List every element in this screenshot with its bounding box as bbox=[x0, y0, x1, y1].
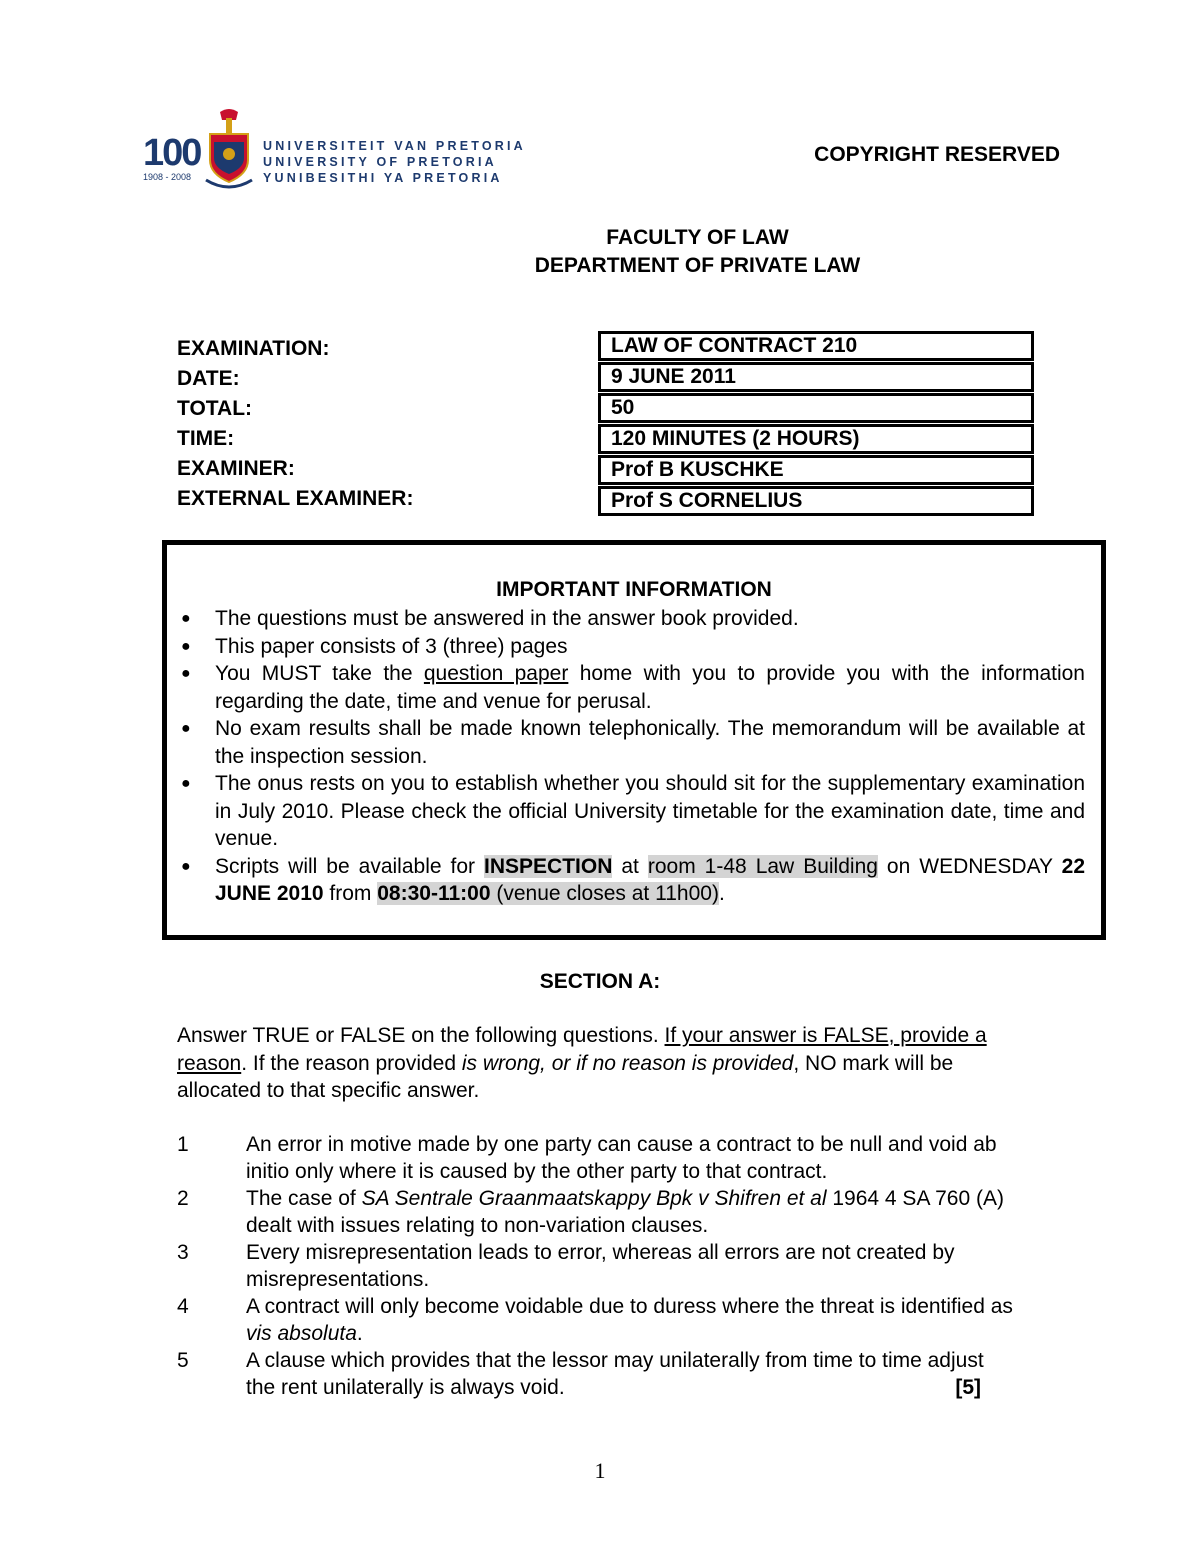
question-number: 2 bbox=[177, 1187, 189, 1210]
info-item: ● This paper consists of 3 (three) pages bbox=[167, 633, 1097, 661]
info-item: ● The onus rests on you to establish whether you should sit for the supplementary examination in July 2010. Please check the official University timetable for the examination date, time and venue. bbox=[181, 772, 1085, 850]
question-text: A contract will only become voidable due to duress where the threat is identified as vis absoluta. bbox=[246, 1295, 1013, 1345]
bullet-icon: ● bbox=[181, 775, 191, 792]
important-information-list bbox=[167, 605, 1097, 908]
section-a-heading: SECTION A: bbox=[539, 970, 661, 993]
questions-list bbox=[177, 1131, 1017, 1401]
exam-details-labels bbox=[177, 334, 413, 514]
latin-term: vis absoluta bbox=[246, 1322, 357, 1345]
question-text: The case of SA Sentrale Graanmaatskappy Bpk v Shifren et al 1964 4 SA 760 (A) dealt with issues relating to non-variation clauses. bbox=[246, 1187, 1004, 1237]
value-time: 120 MINUTES (2 HOURS) bbox=[598, 424, 1034, 454]
section-marks: [5] bbox=[955, 1376, 981, 1399]
faculty-heading bbox=[0, 224, 1200, 280]
label-total: TOTAL: bbox=[177, 397, 253, 420]
question-number: 5 bbox=[177, 1349, 189, 1372]
label-time: TIME: bbox=[177, 427, 235, 450]
university-crest-icon bbox=[202, 108, 256, 192]
copyright-notice: COPYRIGHT RESERVED bbox=[814, 143, 1060, 166]
question-item bbox=[177, 1185, 1017, 1239]
university-name-afrikaans: UNIVERSITEIT VAN PRETORIA bbox=[263, 139, 526, 153]
case-name: SA Sentrale Graanmaatskappy Bpk v Shifren et al bbox=[361, 1187, 827, 1210]
department-name: DEPARTMENT OF PRIVATE LAW bbox=[534, 254, 861, 277]
university-names bbox=[263, 138, 526, 186]
question-text: An error in motive made by one party can cause a contract to be null and void ab initio only where it is caused by the other party to that contract. bbox=[246, 1133, 997, 1183]
value-examiner: Prof B KUSCHKE bbox=[598, 455, 1034, 485]
bullet-icon: ● bbox=[181, 610, 191, 627]
label-examination: EXAMINATION: bbox=[177, 337, 330, 360]
label-date: DATE: bbox=[177, 367, 240, 390]
bullet-icon: ● bbox=[181, 637, 191, 655]
value-external-examiner: Prof S CORNELIUS bbox=[598, 486, 1034, 516]
inspection-highlight: INSPECTION bbox=[484, 854, 613, 878]
important-information-title: IMPORTANT INFORMATION bbox=[496, 578, 772, 601]
underlined-instruction: If your answer is FALSE, provide a reason bbox=[177, 1024, 987, 1075]
value-examination: LAW OF CONTRACT 210 bbox=[598, 331, 1034, 361]
question-number: 4 bbox=[177, 1295, 189, 1318]
info-item: ● The questions must be answered in the answer book provided. bbox=[167, 605, 1097, 633]
important-information-box bbox=[162, 540, 1106, 940]
inspection-time-highlight: 08:30-11:00 bbox=[377, 882, 491, 905]
info-item: ● You MUST take the question paper home with you to provide you with the information regarding the date, time and venue for perusal. bbox=[181, 662, 1085, 713]
value-total: 50 bbox=[598, 393, 1034, 423]
centenary-logo bbox=[143, 132, 201, 182]
exam-details-values bbox=[598, 331, 1034, 517]
centenary-number: 100 bbox=[143, 132, 201, 174]
value-date: 9 JUNE 2011 bbox=[598, 362, 1034, 392]
question-item bbox=[177, 1239, 1017, 1293]
bullet-icon: ● bbox=[181, 720, 191, 737]
page-number: 1 bbox=[594, 1458, 606, 1483]
underlined-phrase: question paper bbox=[423, 662, 569, 685]
question-number: 1 bbox=[177, 1133, 189, 1156]
label-examiner: EXAMINER: bbox=[177, 457, 295, 480]
inspection-date: 22 JUNE 2010 bbox=[215, 854, 1086, 905]
university-name-sepedi: YUNIBESITHI YA PRETORIA bbox=[263, 171, 503, 185]
info-item: ● Scripts will be available for INSPECTION at room 1-48 Law Building on WEDNESDAY 22 JUNE 2010 from 08:30-11:00 (venue closes at 11h00). bbox=[181, 854, 1086, 905]
faculty-name: FACULTY OF LAW bbox=[606, 226, 789, 249]
centenary-years: 1908 - 2008 bbox=[143, 172, 192, 182]
question-item bbox=[177, 1293, 1017, 1347]
italic-instruction: is wrong, or if no reason is provided bbox=[461, 1051, 794, 1075]
label-external-examiner: EXTERNAL EXAMINER: bbox=[177, 487, 414, 510]
question-item bbox=[177, 1131, 1017, 1185]
question-item bbox=[177, 1347, 1017, 1401]
info-item: ● No exam results shall be made known telephonically. The memorandum will be available at the inspection session. bbox=[181, 717, 1085, 768]
question-number: 3 bbox=[177, 1241, 189, 1264]
university-name-english: UNIVERSITY OF PRETORIA bbox=[263, 155, 497, 169]
section-a-instructions: Answer TRUE or FALSE on the following questions. If your answer is FALSE, provide a reason. If the reason provided is wrong, or if no reason is provided, NO mark will be allocated to that specific answer. bbox=[177, 1024, 987, 1102]
question-text: A clause which provides that the lessor may unilaterally from time to time adjust the rent unilaterally is always void. bbox=[246, 1349, 984, 1399]
bullet-icon: ● bbox=[181, 665, 191, 682]
bullet-icon: ● bbox=[181, 857, 191, 875]
venue-highlight: room 1-48 Law Building bbox=[647, 854, 878, 878]
question-text: Every misrepresentation leads to error, whereas all errors are not created by misrepresentations. bbox=[246, 1241, 955, 1291]
venue-closing-highlight: (venue closes at 11h00) bbox=[490, 882, 719, 905]
